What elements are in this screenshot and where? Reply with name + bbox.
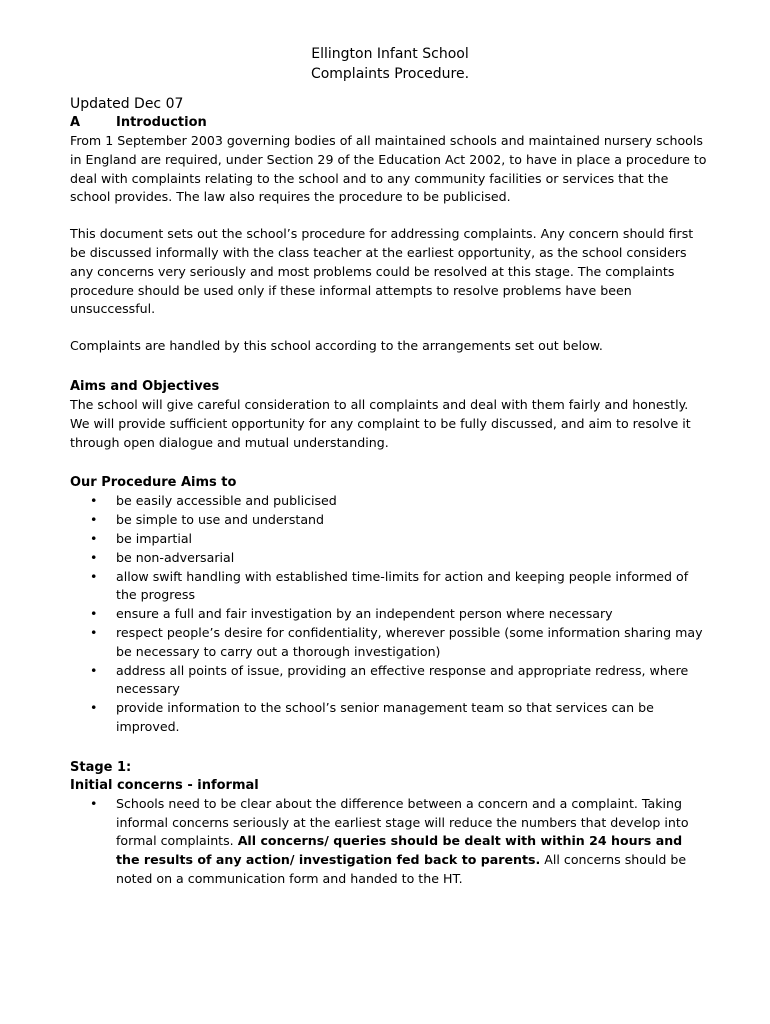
stage-1-bold-text: All concerns/ queries should be dealt with within 24 hours and the results of any action/ investigation fed back to parents. bbox=[116, 833, 683, 868]
list-item bbox=[90, 492, 710, 511]
list-item bbox=[90, 511, 710, 530]
list-item bbox=[90, 568, 710, 606]
list-item-text: allow swift handling with established time-limits for action and keeping people informed of the progress bbox=[116, 568, 689, 603]
list-item-text: be impartial bbox=[116, 530, 193, 546]
list-item bbox=[90, 549, 710, 568]
bullet-icon: • bbox=[90, 512, 98, 528]
list-item bbox=[90, 530, 710, 549]
bullet-icon: • bbox=[90, 700, 98, 716]
updated-date: Updated Dec 07 bbox=[70, 96, 184, 112]
stage-1-heading: Stage 1: bbox=[70, 759, 132, 775]
list-item bbox=[90, 699, 710, 737]
school-name: Ellington Infant School bbox=[311, 46, 469, 62]
list-item-text: address all points of issue, providing an effective response and appropriate redress, where necessary bbox=[116, 662, 689, 697]
stage-1-text-end: All concerns should be noted on a communication form and handed to the HT. bbox=[116, 852, 687, 886]
list-item-text: be non-adversarial bbox=[116, 549, 235, 565]
intro-paragraph-3: Complaints are handled by this school according to the arrangements set out below. bbox=[70, 338, 603, 354]
stage-1-text: Schools need to be clear about the difference between a concern and a complaint. Taking informal concerns seriously at the earliest stage will reduce the numbers that develop into formal complaints. bbox=[116, 795, 689, 849]
aims-paragraph: The school will give careful consideration to all complaints and deal with them fairly and honestly. We will provide sufficient opportunity for any complaint to be fully discussed, and aim to resolve it through open dialogue and mutual understanding. bbox=[70, 396, 691, 450]
list-item-text: be simple to use and understand bbox=[116, 512, 325, 528]
section-a-heading bbox=[70, 114, 710, 132]
list-item-text: ensure a full and fair investigation by an independent person where necessary bbox=[116, 606, 613, 622]
intro-paragraph-2: This document sets out the school’s procedure for addressing complaints. Any concern should first be discussed informally with the class teacher at the earliest opportunity, as the school considers any concerns very seriously and most problems could be resolved at this stage. The complaints procedure should be used only if these informal attempts to resolve problems have been unsuccessful. bbox=[70, 226, 694, 317]
list-item-text: be easily accessible and publicised bbox=[116, 493, 337, 509]
aims-heading: Aims and Objectives bbox=[70, 378, 220, 394]
stage-1-subheading: Initial concerns - informal bbox=[70, 777, 259, 793]
bullet-icon: • bbox=[90, 606, 98, 622]
bullet-icon: • bbox=[90, 493, 98, 509]
document-title: Complaints Procedure. bbox=[310, 66, 470, 82]
bullet-icon: • bbox=[90, 549, 98, 565]
list-item bbox=[90, 605, 710, 624]
list-item bbox=[90, 662, 710, 700]
bullet-icon: • bbox=[90, 624, 98, 640]
stage-1-list bbox=[70, 795, 710, 889]
bullet-icon: • bbox=[90, 795, 98, 811]
list-item bbox=[90, 795, 710, 889]
section-letter: A bbox=[70, 115, 81, 130]
list-item-text: respect people’s desire for confidentiality, wherever possible (some information sharing may be necessary to carry out a thorough investigation) bbox=[116, 624, 703, 659]
bullet-icon: • bbox=[90, 530, 98, 546]
bullet-icon: • bbox=[90, 568, 98, 584]
document-page bbox=[70, 44, 710, 889]
section-title: Introduction bbox=[116, 115, 207, 130]
intro-paragraph-1: From 1 September 2003 governing bodies of all maintained schools and maintained nursery schools in England are required, under Section 29 of the Education Act 2002, to have in place a procedure to deal with complaints relating to the school and to any community facilities or services that the school provides. The law also requires the procedure to be publicised. bbox=[70, 133, 707, 205]
list-item bbox=[90, 624, 710, 662]
procedure-list bbox=[70, 492, 710, 736]
bullet-icon: • bbox=[90, 662, 98, 678]
procedure-heading: Our Procedure Aims to bbox=[70, 475, 237, 491]
list-item-text: provide information to the school’s senior management team so that services can be improved. bbox=[116, 700, 654, 734]
